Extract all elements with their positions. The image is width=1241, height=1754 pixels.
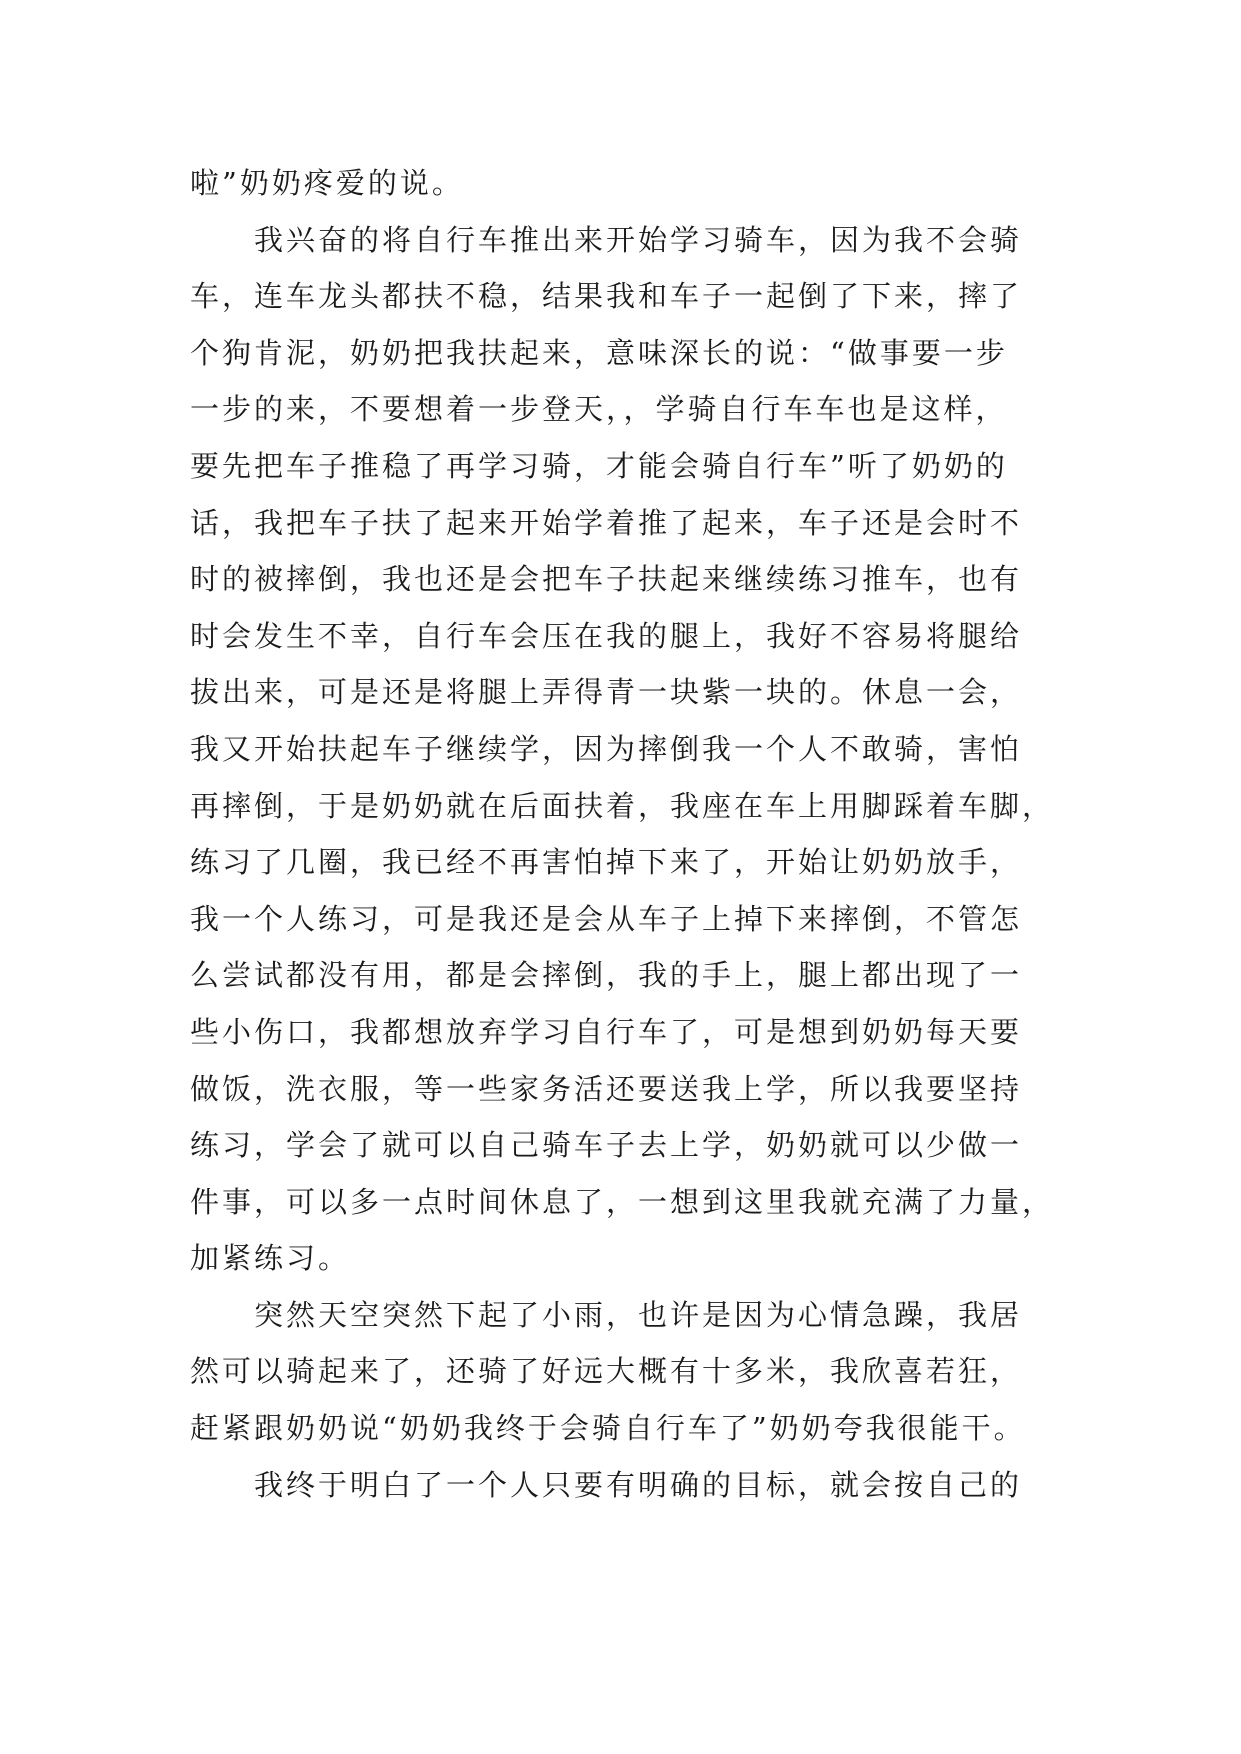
paragraph-start-line: 突然天空突然下起了小雨，也许是因为心情急躁，我居	[254, 1297, 1023, 1332]
text-line: 要先把车子推稳了再学习骑，才能会骑自行车”听了奶奶的	[190, 448, 1008, 483]
text-line: 练习，学会了就可以自己骑车子去上学，奶奶就可以少做一	[190, 1128, 1023, 1163]
text-line: 我一个人练习，可是我还是会从车子上掉下来摔倒，不管怎	[190, 901, 1023, 936]
text-line: 我又开始扶起车子继续学，因为摔倒我一个人不敢骑，害怕	[190, 731, 1023, 766]
text-line: 再摔倒，于是奶奶就在后面扶着，我座在车上用脚踩着车脚，	[190, 788, 1055, 823]
paragraph-start-line: 我终于明白了一个人只要有明确的目标，就会按自己的	[254, 1467, 1023, 1502]
text-line: 然可以骑起来了，还骑了好远大概有十多米，我欣喜若狂，	[190, 1354, 1023, 1389]
text-line: 个狗肯泥，奶奶把我扶起来，意味深长的说：“做事要一步	[190, 335, 1008, 370]
text-line: 拔出来，可是还是将腿上弄得青一块紫一块的。休息一会，	[190, 675, 1023, 710]
text-line: 话，我把车子扶了起来开始学着推了起来，车子还是会时不	[190, 505, 1023, 540]
text-line: 练习了几圈，我已经不再害怕掉下来了，开始让奶奶放手，	[190, 845, 1023, 880]
paragraph-start-line: 我兴奋的将自行车推出来开始学习骑车，因为我不会骑	[254, 222, 1023, 257]
text-line: 加紧练习。	[190, 1241, 351, 1276]
text-line: 时的被摔倒，我也还是会把车子扶起来继续练习推车，也有	[190, 562, 1023, 597]
text-line: 啦”奶奶疼爱的说。	[190, 166, 464, 200]
text-line: 做饭，洗衣服，等一些家务活还要送我上学，所以我要坚持	[190, 1071, 1023, 1106]
text-line: 些小伤口，我都想放弃学习自行车了，可是想到奶奶每天要	[190, 1014, 1023, 1049]
text-line: 车，连车龙头都扶不稳，结果我和车子一起倒了下来，摔了	[190, 279, 1023, 314]
text-line: 么尝试都没有用，都是会摔倒，我的手上，腿上都出现了一	[190, 958, 1023, 993]
document-body	[190, 155, 1070, 1513]
text-line: 时会发生不幸，自行车会压在我的腿上，我好不容易将腿给	[190, 618, 1023, 653]
text-line: 赶紧跟奶奶说“奶奶我终于会骑自行车了”奶奶夸我很能干。	[190, 1411, 1026, 1446]
text-line: 一步的来，不要想着一步登天，，学骑自行车车也是这样，	[190, 392, 1008, 427]
text-line: 件事，可以多一点时间休息了，一想到这里我就充满了力量，	[190, 1184, 1055, 1219]
